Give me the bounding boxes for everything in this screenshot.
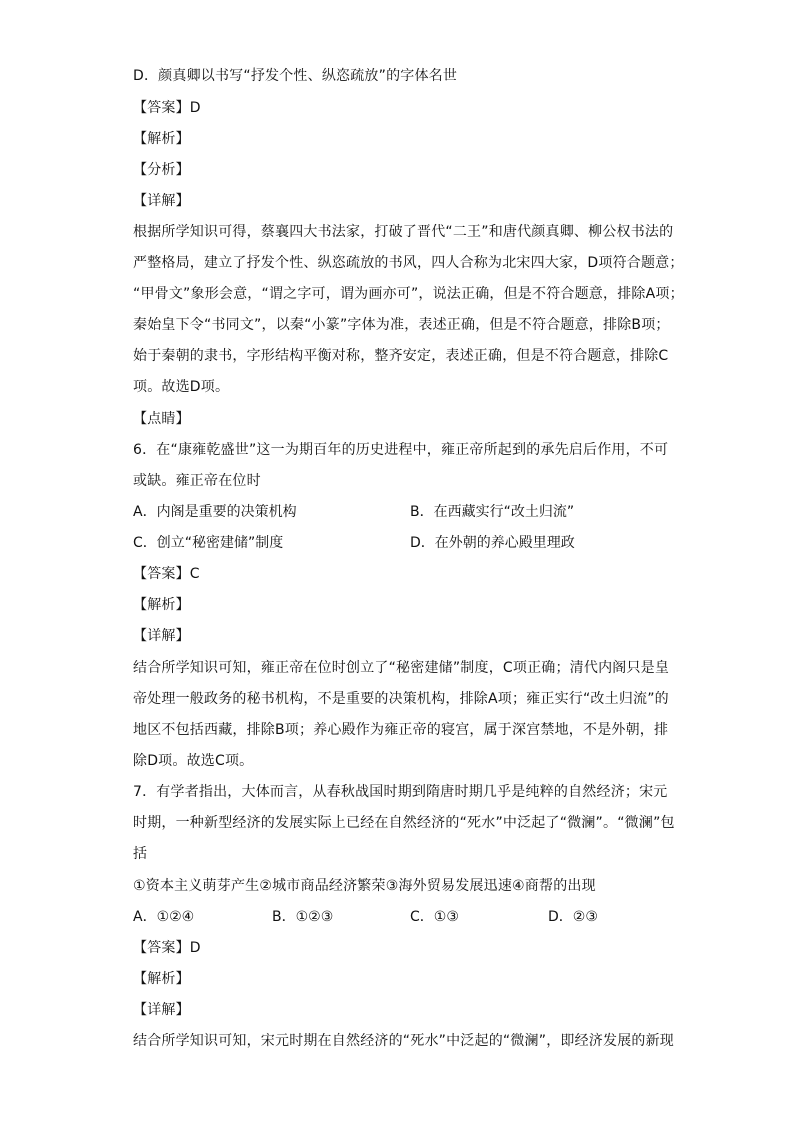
q6-detail-line: 除D项。故选C项。 [133, 753, 254, 769]
q5-dianjing-label: 【点睛】 [133, 411, 190, 427]
q7-detail-label: 【详解】 [133, 1002, 190, 1018]
q6-detail-line: 帝处理一般政务的秘书机构，不是重要的决策机构，排除A项；雍正实行“改土归流”的 [133, 691, 669, 707]
q6-option-b: B．在西藏实行“改土归流” [410, 504, 575, 520]
q6-option-c: C．创立“秘密建储”制度 [133, 535, 284, 551]
q5-detail-line: 始于秦朝的隶书，字形结构平衡对称，整齐安定，表述正确，但是不符合题意，排除C [133, 348, 669, 364]
q5-answer: 【答案】D [133, 100, 201, 116]
q7-analysis-label: 【解析】 [133, 971, 190, 987]
q7-answer: 【答案】D [133, 940, 201, 956]
q7-option-d: D．②③ [548, 909, 598, 925]
q5-analysis-label: 【解析】 [133, 131, 190, 147]
q7-detail-line: 结合所学知识可知，宋元时期在自然经济的“死水”中泛起的“微澜”，即经济发展的新现 [133, 1033, 675, 1049]
q6-stem-line: 或缺。雍正帝在位时 [133, 473, 261, 489]
q7-option-a: A．①②④ [133, 909, 195, 925]
q7-stem-line: 7．有学者指出，大体而言，从春秋战国时期到隋唐时期几乎是纯粹的自然经济；宋元 [133, 784, 668, 800]
q6-option-d: D．在外朝的养心殿里理政 [410, 535, 575, 551]
q6-detail-line: 地区不包括西藏，排除B项；养心殿作为雍正帝的寝宫，属于深宫禁地，不是外朝，排 [133, 722, 669, 738]
q6-answer: 【答案】C [133, 566, 200, 582]
q6-detail-line: 结合所学知识可知，雍正帝在位时创立了“秘密建储”制度，C项正确；清代内阁只是皇 [133, 660, 670, 676]
q6-analysis-label: 【解析】 [133, 597, 190, 613]
q7-items: ①资本主义萌芽产生②城市商品经济繁荣③海外贸易发展迅速④商帮的出现 [133, 878, 596, 894]
q5-detail-label: 【详解】 [133, 193, 190, 209]
q6-stem-line: 6．在“康雍乾盛世”这一为期百年的历史进程中，雍正帝所起到的承先启后作用，不可 [133, 442, 669, 458]
q5-detail-line: 根据所学知识可得，蔡襄四大书法家，打破了晋代“二王”和唐代颜真卿、柳公权书法的 [133, 224, 674, 240]
q5-detail-line: “甲骨文”象形会意，“谓之字可，谓为画亦可”，说法正确，但是不符合题意，排除A项； [133, 286, 684, 302]
q7-option-b: B．①②③ [272, 909, 334, 925]
q6-option-a: A．内阁是重要的决策机构 [133, 504, 297, 520]
q5-detail-line: 项。故选D项。 [133, 379, 230, 395]
q5-fenxi-label: 【分析】 [133, 162, 190, 178]
q5-option-d: D．颜真卿以书写“抒发个性、纵恣疏放”的字体名世 [133, 68, 458, 84]
q6-detail-label: 【详解】 [133, 628, 190, 644]
q5-detail-line: 严整格局，建立了抒发个性、纵恣疏放的书风，四人合称为北宋四大家，D项符合题意； [133, 255, 684, 271]
q7-option-c: C．①③ [410, 909, 459, 925]
q7-stem-line: 括 [133, 846, 148, 862]
q7-stem-line: 时期，一种新型经济的发展实际上已经在自然经济的“死水”中泛起了“微澜”。“微澜”包 [133, 815, 675, 831]
q5-detail-line: 秦始皇下令“书同文”，以秦“小篆”字体为准，表述正确，但是不符合题意，排除B项； [133, 317, 670, 333]
